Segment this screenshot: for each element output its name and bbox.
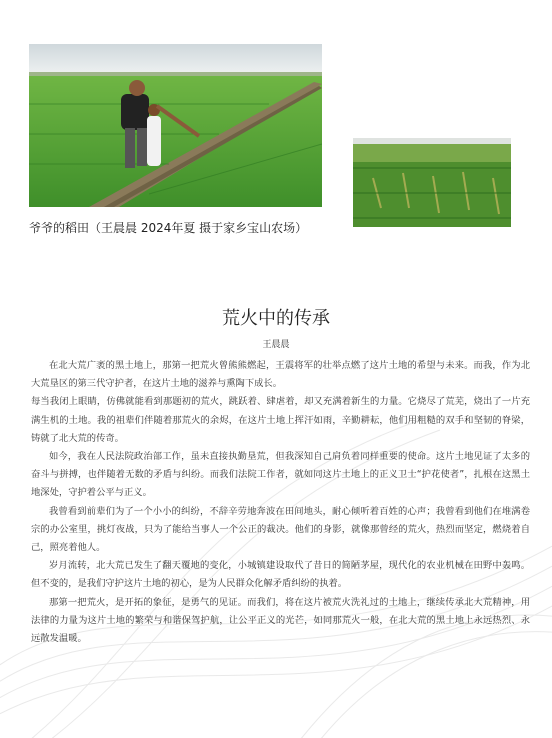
article-paragraph: 每当我闭上眼睛，仿佛就能看到那题初的荒火，跳跃着、肆虐着，却又充满着新生的力量。它烧尽了荒芜，烧出了一片充满生机的土地。我的祖辈们伴随着那荒火的余烬，在这片土地上挥汗如雨，辛勤耕耘，他们用粗糙的双手和坚韧的脊梁，铸就了北大荒的传奇。 <box>31 396 530 444</box>
photo-rice-closeup <box>353 138 511 227</box>
article-paragraph: 在北大荒广袤的黑土地上，那第一把荒火曾熊熊燃起，王震将军的壮举点燃了这片土地的希望与未来。而我，作为北大荒垦区的第三代守护者，在这片土地的滋养与熏陶下成长。 <box>31 360 530 390</box>
article-paragraph: 我曾看到前辈们为了一个小小的纠纷，不辞辛劳地奔波在田间地头，耐心倾听着百姓的心声；我曾看到他们在堆满卷宗的办公室里，挑灯夜战，只为了能给当事人一个公正的裁决。他们的身影，就像那曾经的荒火，热烈而坚定，燃烧着自己，照亮着他人。 <box>31 505 530 554</box>
article-body <box>31 357 530 648</box>
article-title: 荒火中的传承 <box>222 308 330 329</box>
article-author: 王晨晨 <box>262 340 290 350</box>
article-paragraph: 如今，我在人民法院政治部工作，虽未直接执勤垦荒，但我深知自己肩负着同样重要的使命。这片土地见证了太多的奋斗与拼搏，也伴随着无数的矛盾与纠纷。而我们法院工作者，就如同这片土地上的正义卫士“护花使者”，扎根在这黑土地深处，守护着公平与正义。 <box>31 451 530 499</box>
photo-rice-field-grandfather <box>29 44 322 207</box>
article-paragraph: 岁月流转，北大荒已发生了翻天覆地的变化，小城镇建设取代了昔日的简陋茅屋，现代化的农业机械在田野中轰鸣。但不变的，是我们守护这片土地的初心，是为人民群众化解矛盾纠纷的执着。 <box>31 560 530 590</box>
article-paragraph: 那第一把荒火，是开拓的象征，是勇气的见证。而我们，将在这片被荒火洗礼过的土地上，继续传承北大荒精神，用法律的力量为这片土地的繁荣与和谐保驾护航，让公平正义的光芒，如同那荒火一般，在北大荒的黑土地上永远热烈、永远散发温暖。 <box>31 596 530 645</box>
photo-caption: 爷爷的稻田（王晨晨 2024年夏 摄于家乡宝山农场） <box>29 221 308 235</box>
